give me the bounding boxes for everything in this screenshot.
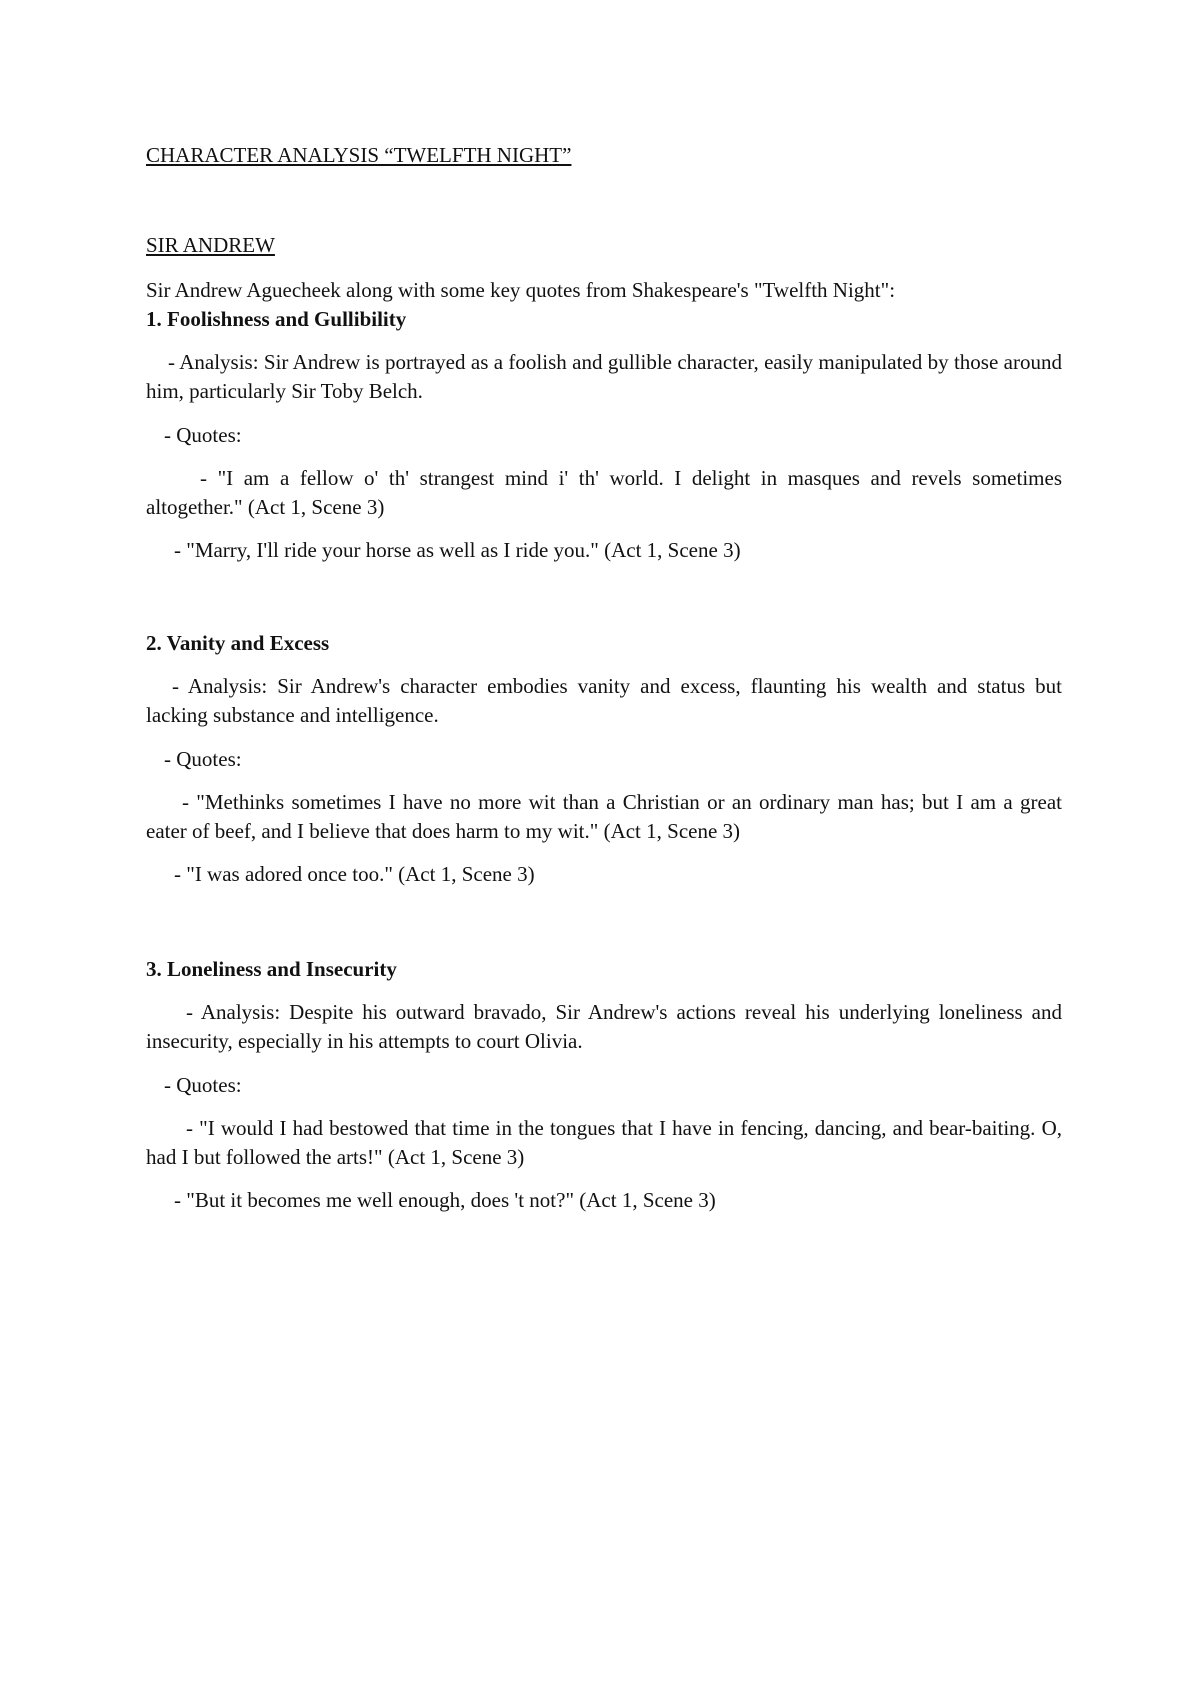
section-heading: 3. Loneliness and Insecurity	[146, 957, 397, 981]
analysis-paragraph: - Analysis: Despite his outward bravado, Sir Andrew's actions reveal his underlying loneliness and insecurity, especially in his attempts to court Olivia.	[146, 1000, 1062, 1053]
quote-item: - "I am a fellow o' th' strangest mind i' th' world. I delight in masques and revels sometimes altogether." (Act 1, Scene 3)	[146, 466, 1062, 519]
quote-item: - "I would I had bestowed that time in the tongues that I have in fencing, dancing, and bear-baiting. O, had I but followed the arts!" (Act 1, Scene 3)	[146, 1116, 1062, 1169]
section-foolishness	[146, 304, 1062, 565]
quote-item: - "Marry, I'll ride your horse as well as I ride you." (Act 1, Scene 3)	[174, 538, 741, 562]
section-heading: 1. Foolishness and Gullibility	[146, 307, 407, 331]
analysis-paragraph: - Analysis: Sir Andrew's character embodies vanity and excess, flaunting his wealth and status but lacking substance and intelligence.	[146, 674, 1062, 727]
section-heading: 2. Vanity and Excess	[146, 631, 330, 655]
quotes-label: - Quotes:	[164, 1073, 242, 1097]
character-name-heading: SIR ANDREW	[146, 233, 275, 257]
intro-paragraph: Sir Andrew Aguecheek along with some key quotes from Shakespeare's "Twelfth Night":	[146, 278, 896, 302]
analysis-paragraph: - Analysis: Sir Andrew is portrayed as a foolish and gullible character, easily manipulated by those around him, particularly Sir Toby Belch.	[146, 350, 1062, 403]
section-vanity	[146, 628, 1062, 889]
section-loneliness	[146, 954, 1062, 1215]
quotes-label: - Quotes:	[164, 423, 242, 447]
quote-item: - "But it becomes me well enough, does 't not?" (Act 1, Scene 3)	[174, 1188, 716, 1212]
quote-item: - "Methinks sometimes I have no more wit than a Christian or an ordinary man has; but I am a great eater of beef, and I believe that does harm to my wit." (Act 1, Scene 3)	[146, 790, 1062, 843]
quotes-label: - Quotes:	[164, 747, 242, 771]
document-title: CHARACTER ANALYSIS “TWELFTH NIGHT”	[146, 143, 572, 167]
quote-item: - "I was adored once too." (Act 1, Scene 3)	[174, 862, 535, 886]
